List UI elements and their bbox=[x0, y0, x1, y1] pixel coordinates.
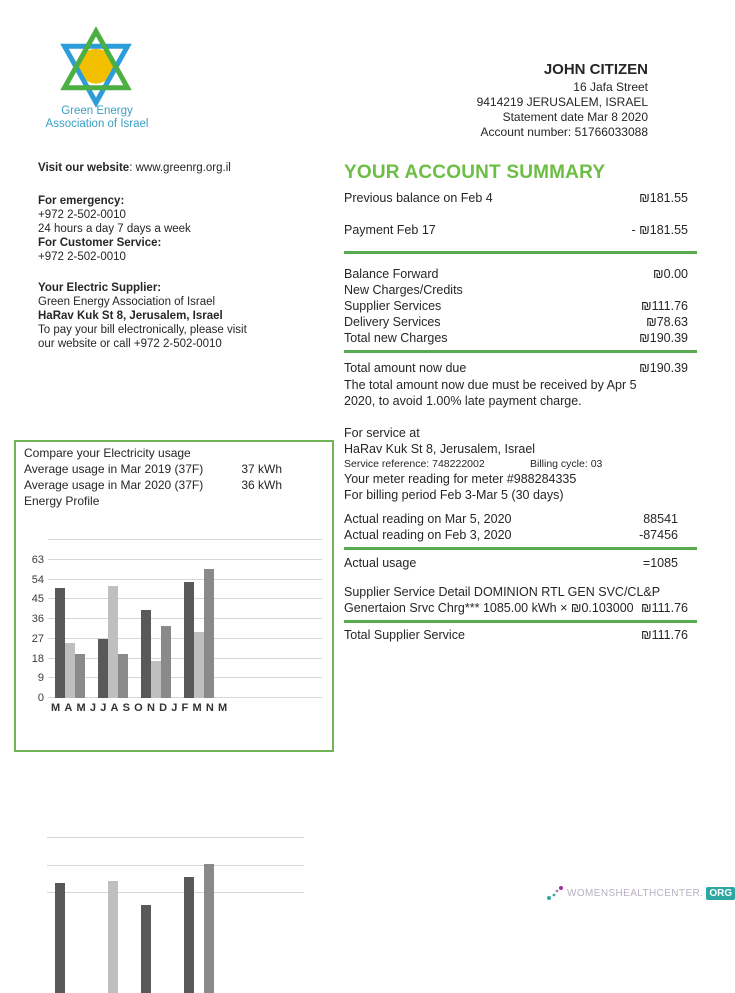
bar-mid-gray bbox=[75, 654, 85, 698]
billing-period-line: For billing period Feb 3-Mar 5 (30 days) bbox=[344, 488, 564, 502]
total-supplier-service-row bbox=[344, 628, 697, 642]
recipient-block bbox=[350, 60, 648, 140]
meter-line: Your meter reading for meter #988284335 bbox=[344, 472, 577, 486]
bar-dark-gray bbox=[141, 610, 151, 698]
bar-light-gray bbox=[65, 643, 75, 698]
reading-mar-value: 88541 bbox=[643, 512, 678, 526]
new-charges-header: New Charges/Credits bbox=[344, 283, 463, 297]
partial-bar bbox=[141, 905, 151, 993]
service-address: HaRav Kuk St 8, Jerusalem, Israel bbox=[344, 442, 536, 456]
green-rule bbox=[344, 620, 697, 623]
emergency-hours: 24 hours a day 7 days a week bbox=[38, 223, 191, 235]
total-due-label: Total amount now due bbox=[344, 361, 467, 375]
payment-amount: - ₪181.55 bbox=[631, 223, 688, 237]
due-note-line1: The total amount now due must be received by Apr 5 bbox=[344, 378, 637, 392]
recipient-street: 16 Jafa Street bbox=[573, 80, 648, 94]
partial-bar bbox=[204, 864, 214, 993]
logo-caption-line2: Association of Israel bbox=[45, 118, 149, 130]
gridline bbox=[47, 892, 304, 893]
y-tick-label: 63 bbox=[31, 553, 44, 566]
bar-dark-gray bbox=[184, 582, 194, 698]
total-new-charges-amount: ₪190.39 bbox=[639, 331, 688, 345]
usage-2020-value: 36 kWh bbox=[241, 478, 282, 492]
watermark-org-badge: ORG bbox=[706, 887, 735, 900]
gridline bbox=[47, 865, 304, 866]
bar-light-gray bbox=[108, 586, 118, 698]
bar-dark-gray bbox=[98, 639, 108, 698]
billing-cycle: Billing cycle: 03 bbox=[530, 458, 603, 470]
statement-date: Statement date Mar 8 2020 bbox=[502, 110, 648, 124]
star-of-david-sun-icon bbox=[51, 28, 141, 106]
energy-profile-y-axis bbox=[16, 540, 44, 704]
recipient-city: 9414219 JERUSALEM, ISRAEL bbox=[476, 95, 648, 109]
emergency-label: For emergency: bbox=[38, 195, 125, 207]
total-supplier-service-amount: ₪111.76 bbox=[641, 628, 688, 642]
total-new-charges-row bbox=[344, 331, 697, 345]
service-reference: Service reference: 748222002 bbox=[344, 458, 485, 470]
supplier-services-label: Supplier Services bbox=[344, 299, 442, 313]
bar-mid-gray bbox=[161, 626, 171, 698]
y-tick-label: 45 bbox=[31, 593, 44, 606]
total-due-amount: ₪190.39 bbox=[639, 361, 688, 375]
actual-usage-row bbox=[344, 556, 697, 570]
reading-feb-value: -87456 bbox=[639, 528, 678, 542]
delivery-services-amount: ₪78.63 bbox=[646, 315, 688, 329]
actual-usage-label: Actual usage bbox=[344, 556, 417, 570]
sparkle-dots-icon bbox=[546, 884, 564, 902]
reading-feb-row bbox=[344, 528, 697, 542]
recipient-name: JOHN CITIZEN bbox=[543, 61, 648, 78]
total-new-charges-label: Total new Charges bbox=[344, 331, 448, 345]
website-label: Visit our website bbox=[38, 162, 130, 174]
bar-light-gray bbox=[151, 661, 161, 698]
green-rule bbox=[344, 547, 697, 550]
reading-mar-label: Actual reading on Mar 5, 2020 bbox=[344, 512, 512, 526]
website-line bbox=[38, 161, 231, 175]
logo-caption bbox=[17, 105, 177, 131]
supplier-label: Your Electric Supplier: bbox=[38, 282, 162, 294]
service-reference-row bbox=[344, 458, 697, 470]
pay-electronically-line1: To pay your bill electronically, please visit bbox=[38, 324, 247, 336]
watermark bbox=[546, 884, 735, 902]
bar-dark-gray bbox=[55, 588, 65, 698]
energy-profile-x-axis: MAMJJASONDJFMNM bbox=[51, 702, 232, 714]
supplier-services-amount: ₪111.76 bbox=[641, 299, 688, 313]
energy-profile-plot bbox=[48, 540, 322, 698]
usage-2019-value: 37 kWh bbox=[241, 462, 282, 476]
account-summary-title: YOUR ACCOUNT SUMMARY bbox=[344, 162, 606, 183]
logo-caption-line1: Green Energy bbox=[61, 105, 133, 117]
delivery-services-label: Delivery Services bbox=[344, 315, 441, 329]
customer-service-phone: +972 2-502-0010 bbox=[38, 251, 126, 263]
balance-forward-label: Balance Forward bbox=[344, 267, 439, 281]
supplier-services-row bbox=[344, 299, 697, 313]
payment-row bbox=[344, 223, 697, 237]
reading-feb-label: Actual reading on Feb 3, 2020 bbox=[344, 528, 512, 542]
gridline bbox=[48, 559, 322, 560]
partial-chart bbox=[0, 810, 332, 912]
partial-bar bbox=[108, 881, 118, 993]
account-number: Account number: 51766033088 bbox=[480, 125, 648, 139]
energy-profile-label: Energy Profile bbox=[24, 494, 100, 508]
generation-charge-label: Genertaion Srvc Chrg*** 1085.00 kWh × ₪0.103000 bbox=[344, 601, 634, 615]
y-tick-label: 9 bbox=[37, 672, 44, 685]
green-rule bbox=[344, 350, 697, 353]
watermark-text: WOMENSHEALTHCENTER. bbox=[567, 887, 704, 899]
y-tick-label: 0 bbox=[37, 692, 44, 704]
supplier-detail-header: Supplier Service Detail DOMINION RTL GEN SVC/CL&P bbox=[344, 585, 661, 599]
website-url: : www.greenrg.org.il bbox=[129, 162, 231, 174]
pay-electronically-line2: our website or call +972 2-502-0010 bbox=[38, 338, 222, 350]
y-tick-label: 54 bbox=[31, 573, 44, 586]
bar-light-gray bbox=[194, 632, 204, 698]
actual-usage-value: =1085 bbox=[642, 556, 678, 570]
gridline bbox=[48, 579, 322, 580]
y-tick-label: 36 bbox=[31, 613, 44, 625]
gridline bbox=[48, 539, 322, 540]
supplier-name: Green Energy Association of Israel bbox=[38, 296, 216, 308]
service-at-label: For service at bbox=[344, 426, 420, 440]
total-supplier-service-label: Total Supplier Service bbox=[344, 628, 465, 642]
reading-mar-row bbox=[344, 512, 697, 526]
due-note-line2: 2020, to avoid 1.00% late payment charge. bbox=[344, 394, 582, 408]
gridline bbox=[47, 837, 304, 838]
usage-2019-label: Average usage in Mar 2019 (37F) bbox=[24, 462, 204, 476]
generation-charge-row bbox=[344, 601, 697, 615]
partial-bar bbox=[184, 877, 194, 993]
green-energy-logo bbox=[51, 28, 141, 106]
usage-2020-label: Average usage in Mar 2020 (37F) bbox=[24, 478, 204, 492]
balance-forward-row bbox=[344, 267, 697, 281]
customer-service-label: For Customer Service: bbox=[38, 237, 162, 249]
partial-bar bbox=[55, 883, 65, 993]
generation-charge-amount: ₪111.76 bbox=[641, 601, 688, 615]
previous-balance-label: Previous balance on Feb 4 bbox=[344, 191, 493, 205]
bar-mid-gray bbox=[204, 569, 214, 698]
total-due-row bbox=[344, 361, 697, 375]
y-tick-label: 18 bbox=[31, 652, 44, 665]
emergency-phone: +972 2-502-0010 bbox=[38, 209, 126, 221]
supplier-address: HaRav Kuk St 8, Jerusalem, Israel bbox=[38, 310, 223, 322]
previous-balance-row bbox=[344, 191, 697, 205]
payment-label: Payment Feb 17 bbox=[344, 223, 436, 237]
y-tick-label: 27 bbox=[31, 632, 44, 645]
usage-box-title: Compare your Electricity usage bbox=[24, 446, 191, 460]
previous-balance-amount: ₪181.55 bbox=[639, 191, 688, 205]
green-rule bbox=[344, 251, 697, 254]
delivery-services-row bbox=[344, 315, 697, 329]
bar-mid-gray bbox=[118, 654, 128, 698]
balance-forward-amount: ₪0.00 bbox=[653, 267, 688, 281]
